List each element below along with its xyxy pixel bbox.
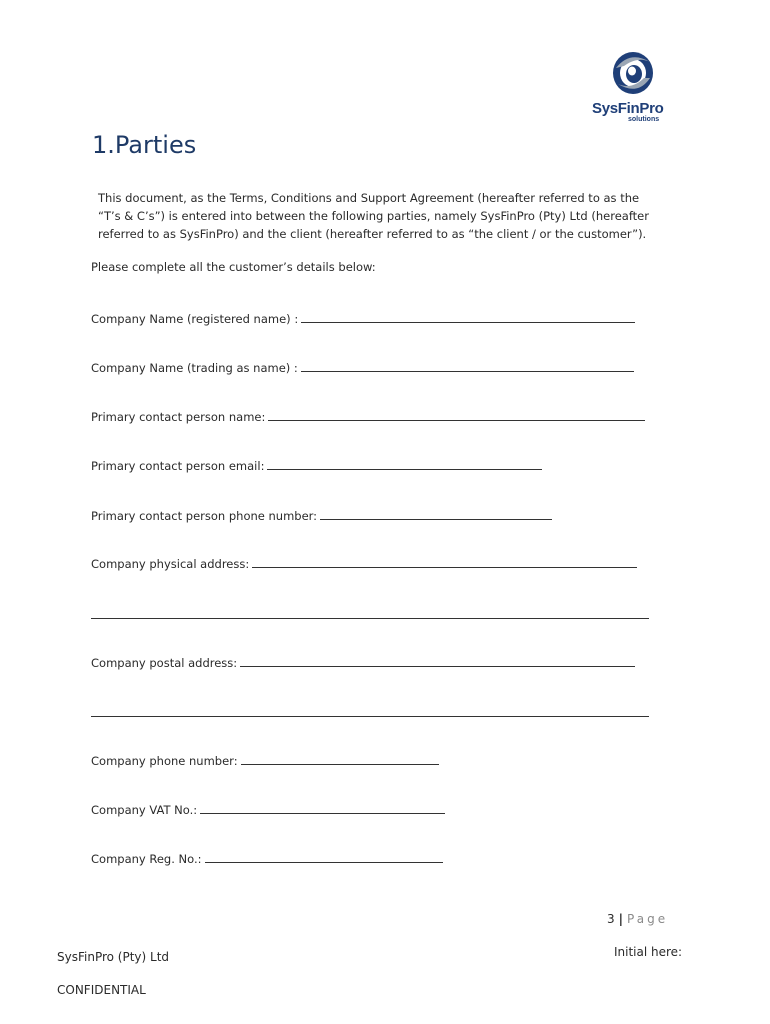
postal-address-blank[interactable] [240,654,635,667]
instruction-text: Please complete all the customer’s details below: [91,260,376,274]
sysfinpro-logo [590,48,680,128]
vat-no-blank[interactable] [200,801,445,814]
field-label: Company phone number: [91,754,238,768]
company-registered-name-blank[interactable] [301,310,635,323]
page-label: Page [627,912,669,926]
contact-email-blank[interactable] [267,457,542,470]
field-label: Primary contact person email: [91,459,265,473]
reg-no-blank[interactable] [205,850,443,863]
company-trading-name-row [91,359,634,375]
intro-line: This document, as the Terms, Conditions and Support Agreement (hereafter referred to as the [98,191,640,205]
intro-line: “T’s & C’s”) is entered into between the following parties, namely SysFinPro (Pty) Ltd (hereafter [98,209,649,223]
section-heading: 1.Parties [92,131,197,159]
company-phone-row [91,752,439,768]
field-label: Company Name (registered name) : [91,312,299,326]
reg-no-row [91,850,443,866]
field-label: Company VAT No.: [91,803,198,817]
page-number-value: 3 [607,912,615,926]
logo-tagline: solutions [628,116,660,123]
field-label: Company physical address: [91,557,250,571]
contact-name-blank[interactable] [268,408,645,421]
physical-address-extra-line[interactable] [91,617,649,619]
vat-no-row [91,801,445,817]
contact-phone-row [91,507,552,523]
intro-line: referred to as SysFinPro) and the client (hereafter referred to as “the client / or the customer”). [98,227,647,241]
field-label: Primary contact person name: [91,410,266,424]
field-label: Company Reg. No.: [91,852,202,866]
contact-phone-blank[interactable] [320,507,552,520]
contact-name-row [91,408,645,424]
field-label: Company Name (trading as name) : [91,361,298,375]
page-number-separator: | [618,912,624,926]
postal-address-extra-line[interactable] [91,715,649,717]
physical-address-blank[interactable] [252,555,637,568]
footer-company: SysFinPro (Pty) Ltd [57,950,170,964]
page-number [607,912,668,926]
intro-paragraph [98,189,698,243]
field-label: Company postal address: [91,656,238,670]
company-phone-blank[interactable] [241,752,439,765]
company-registered-name-row [91,310,635,326]
physical-address-row [91,555,637,571]
field-label: Primary contact person phone number: [91,509,318,523]
contact-email-row [91,457,542,473]
company-trading-name-blank[interactable] [301,359,634,372]
footer-confidential: CONFIDENTIAL [57,983,146,997]
postal-address-row [91,654,635,670]
logo-swirl-icon [610,48,656,98]
initial-here-label: Initial here: [614,945,683,959]
logo-name: SysFinPro [592,100,664,117]
